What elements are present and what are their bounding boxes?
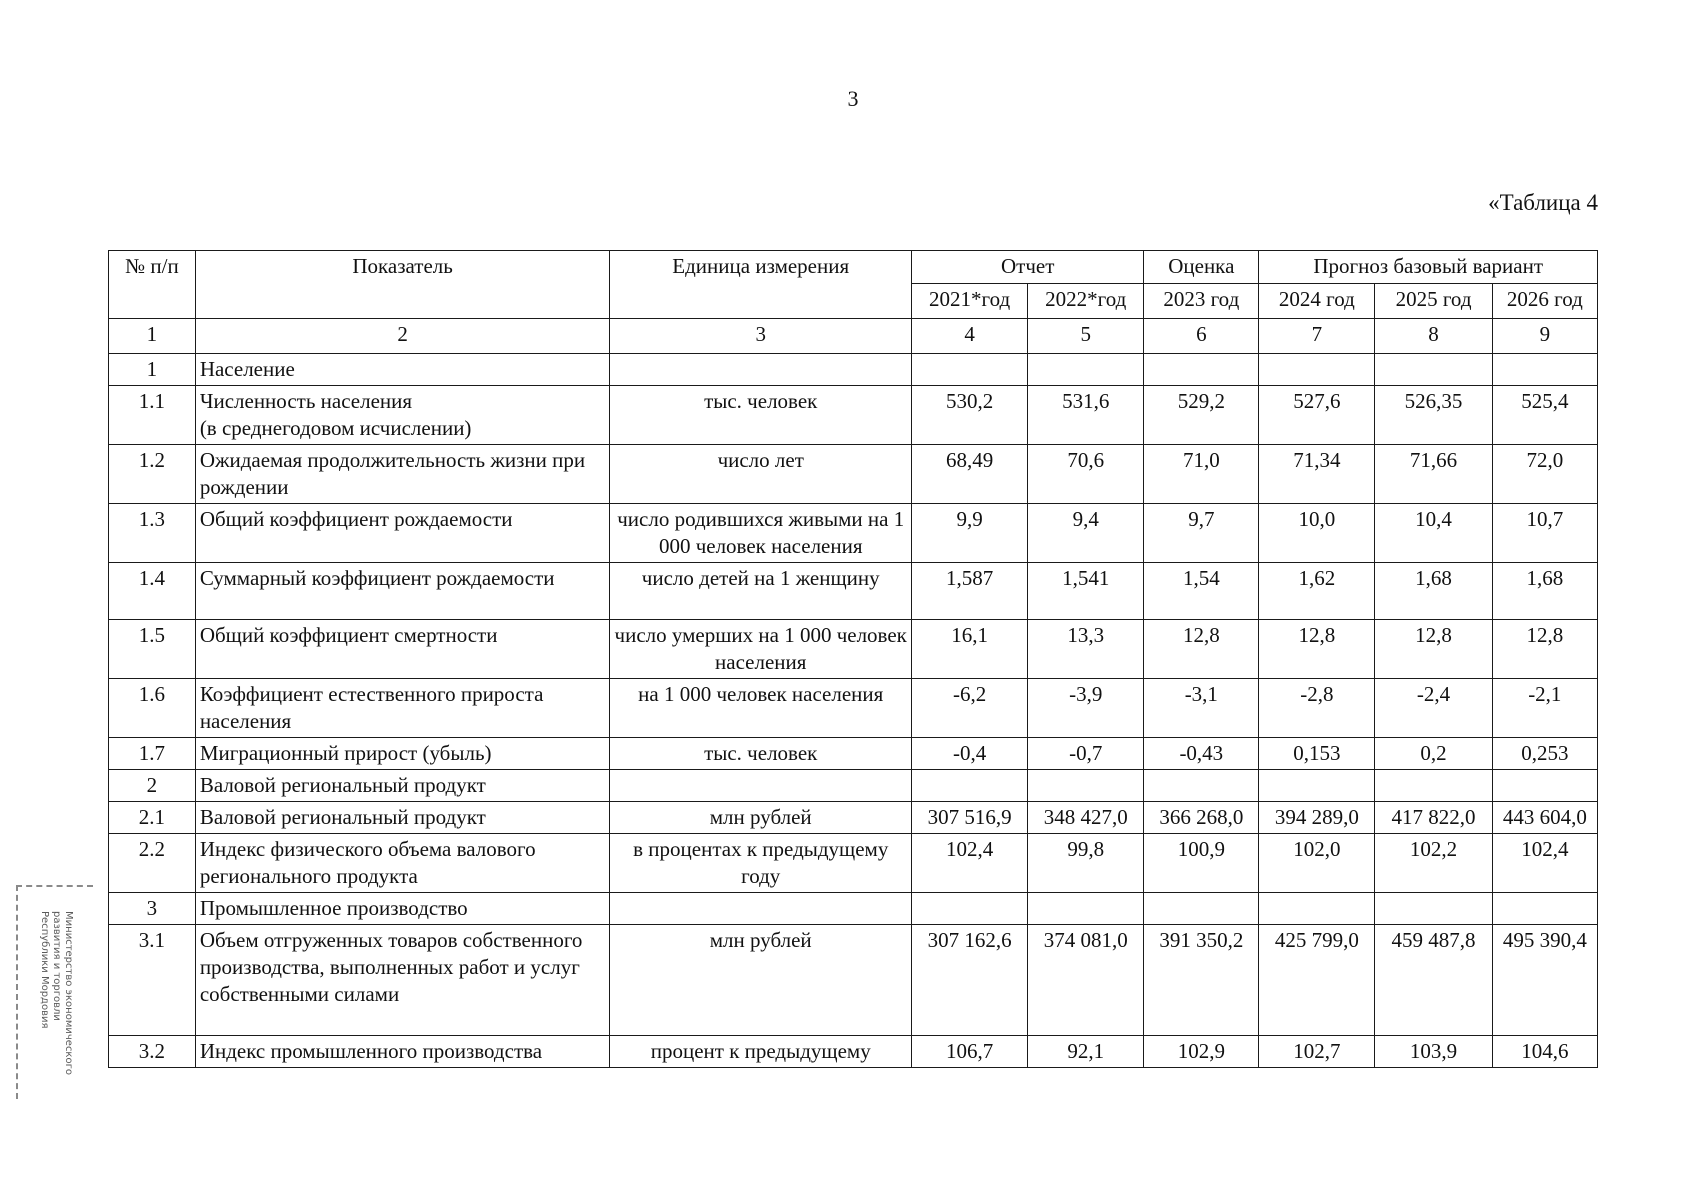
row-value (912, 893, 1028, 925)
row-value: 495 390,4 (1492, 925, 1597, 1036)
row-indicator: Ожидаемая продолжительность жизни при рождении (195, 445, 610, 504)
column-number: 5 (1028, 319, 1144, 354)
row-indicator: Население (195, 354, 610, 386)
page-number: 3 (847, 86, 859, 111)
row-number: 1.5 (109, 620, 196, 679)
row-indicator: Индекс физического объема валового регионального продукта (195, 834, 610, 893)
row-value: 12,8 (1259, 620, 1375, 679)
row-unit: млн рублей (610, 802, 912, 834)
row-unit: число детей на 1 женщину (610, 563, 912, 620)
row-value (1492, 770, 1597, 802)
row-value: 100,9 (1144, 834, 1259, 893)
row-value: 459 487,8 (1375, 925, 1492, 1036)
row-number: 3.1 (109, 925, 196, 1036)
row-value (1259, 770, 1375, 802)
row-unit: тыс. человек (610, 738, 912, 770)
row-value: 1,541 (1028, 563, 1144, 620)
row-indicator: Коэффициент естественного прироста населения (195, 679, 610, 738)
row-value: 9,9 (912, 504, 1028, 563)
header-report: Отчет (912, 251, 1144, 284)
row-indicator: Объем отгруженных товаров собственного производства, выполненных работ и услуг собственными силами (195, 925, 610, 1036)
row-value: 106,7 (912, 1036, 1028, 1068)
row-value: 1,54 (1144, 563, 1259, 620)
row-value: 10,0 (1259, 504, 1375, 563)
row-value: -0,4 (912, 738, 1028, 770)
row-value: 16,1 (912, 620, 1028, 679)
row-value (1375, 770, 1492, 802)
row-unit: число умерших на 1 000 человек населения (610, 620, 912, 679)
header-indicator: Показатель (195, 251, 610, 319)
table-caption: «Таблица 4 (1488, 190, 1598, 215)
table-row (109, 893, 1598, 925)
row-value: -2,4 (1375, 679, 1492, 738)
row-value: 102,2 (1375, 834, 1492, 893)
row-value: 71,66 (1375, 445, 1492, 504)
row-value (1144, 770, 1259, 802)
row-value: 71,34 (1259, 445, 1375, 504)
row-value: 348 427,0 (1028, 802, 1144, 834)
row-unit: в процентах к предыдущему году (610, 834, 912, 893)
header-year: 2021*год (912, 284, 1028, 319)
row-unit (610, 893, 912, 925)
row-unit: число родившихся живыми на 1 000 человек населения (610, 504, 912, 563)
column-numbers-row (109, 319, 1598, 354)
column-number: 9 (1492, 319, 1597, 354)
row-number: 1.1 (109, 386, 196, 445)
row-value: -3,9 (1028, 679, 1144, 738)
column-number: 1 (109, 319, 196, 354)
row-value: 525,4 (1492, 386, 1597, 445)
ministry-stamp (16, 885, 93, 1099)
row-value: 72,0 (1492, 445, 1597, 504)
row-value (1375, 354, 1492, 386)
row-unit: число лет (610, 445, 912, 504)
row-value: -0,7 (1028, 738, 1144, 770)
column-number: 8 (1375, 319, 1492, 354)
row-value (1028, 770, 1144, 802)
row-value (1259, 893, 1375, 925)
table-row (109, 834, 1598, 893)
row-value: 12,8 (1144, 620, 1259, 679)
row-value (912, 770, 1028, 802)
row-value: 531,6 (1028, 386, 1144, 445)
row-value: 1,62 (1259, 563, 1375, 620)
row-value: 526,35 (1375, 386, 1492, 445)
row-indicator: Численность населения (в среднегодовом исчислении) (195, 386, 610, 445)
row-number: 1 (109, 354, 196, 386)
row-value: 12,8 (1375, 620, 1492, 679)
row-value: 425 799,0 (1259, 925, 1375, 1036)
column-number: 7 (1259, 319, 1375, 354)
row-value: 443 604,0 (1492, 802, 1597, 834)
row-value (1144, 354, 1259, 386)
table-row (109, 445, 1598, 504)
row-indicator: Индекс промышленного производства (195, 1036, 610, 1068)
row-indicator: Валовой региональный продукт (195, 802, 610, 834)
header-year: 2024 год (1259, 284, 1375, 319)
header-year: 2022*год (1028, 284, 1144, 319)
table-row (109, 925, 1598, 1036)
row-value (912, 354, 1028, 386)
row-value: 307 516,9 (912, 802, 1028, 834)
row-value: 394 289,0 (1259, 802, 1375, 834)
header-year: 2023 год (1144, 284, 1259, 319)
row-unit: процент к предыдущему (610, 1036, 912, 1068)
row-value: 0,153 (1259, 738, 1375, 770)
row-number: 1.6 (109, 679, 196, 738)
table-row (109, 354, 1598, 386)
stamp-text: Министерство экономического развития и торговли Республики Мордовия (38, 911, 74, 1075)
row-value: 529,2 (1144, 386, 1259, 445)
row-value: 530,2 (912, 386, 1028, 445)
row-value: -2,1 (1492, 679, 1597, 738)
row-value: 366 268,0 (1144, 802, 1259, 834)
row-value: 102,7 (1259, 1036, 1375, 1068)
row-number: 2 (109, 770, 196, 802)
row-number: 1.3 (109, 504, 196, 563)
row-value: 12,8 (1492, 620, 1597, 679)
indicators-table (108, 250, 1598, 1068)
row-unit (610, 354, 912, 386)
table-body (109, 354, 1598, 1068)
table-row (109, 679, 1598, 738)
header-estimate: Оценка (1144, 251, 1259, 284)
row-value: -0,43 (1144, 738, 1259, 770)
row-value: 0,253 (1492, 738, 1597, 770)
row-value: -6,2 (912, 679, 1028, 738)
row-number: 1.7 (109, 738, 196, 770)
row-value: 71,0 (1144, 445, 1259, 504)
column-number: 2 (195, 319, 610, 354)
row-unit: тыс. человек (610, 386, 912, 445)
column-number: 6 (1144, 319, 1259, 354)
row-number: 3.2 (109, 1036, 196, 1068)
row-value: 1,587 (912, 563, 1028, 620)
table-row (109, 504, 1598, 563)
row-indicator: Валовой региональный продукт (195, 770, 610, 802)
row-value (1259, 354, 1375, 386)
row-indicator: Промышленное производство (195, 893, 610, 925)
row-number: 2.1 (109, 802, 196, 834)
row-value (1492, 354, 1597, 386)
header-num: № п/п (109, 251, 196, 319)
row-value: -3,1 (1144, 679, 1259, 738)
table-row (109, 802, 1598, 834)
row-value: 102,9 (1144, 1036, 1259, 1068)
row-value: 102,4 (1492, 834, 1597, 893)
table-row (109, 770, 1598, 802)
row-unit: на 1 000 человек населения (610, 679, 912, 738)
row-value: 10,4 (1375, 504, 1492, 563)
table-row (109, 620, 1598, 679)
row-value (1375, 893, 1492, 925)
row-number: 1.4 (109, 563, 196, 620)
row-value: 1,68 (1375, 563, 1492, 620)
row-value: 102,4 (912, 834, 1028, 893)
row-value: 307 162,6 (912, 925, 1028, 1036)
row-value: 527,6 (1259, 386, 1375, 445)
column-number: 3 (610, 319, 912, 354)
header-year: 2026 год (1492, 284, 1597, 319)
row-value: 70,6 (1028, 445, 1144, 504)
header-unit: Единица измерения (610, 251, 912, 319)
row-value: 99,8 (1028, 834, 1144, 893)
row-indicator: Суммарный коэффициент рождаемости (195, 563, 610, 620)
row-value (1028, 893, 1144, 925)
row-number: 1.2 (109, 445, 196, 504)
row-indicator: Общий коэффициент смертности (195, 620, 610, 679)
header-row-top (109, 251, 1598, 284)
row-value: 9,4 (1028, 504, 1144, 563)
row-value: 9,7 (1144, 504, 1259, 563)
table-row (109, 563, 1598, 620)
row-value: 374 081,0 (1028, 925, 1144, 1036)
row-number: 2.2 (109, 834, 196, 893)
row-value (1144, 893, 1259, 925)
table-row (109, 1036, 1598, 1068)
row-value: 104,6 (1492, 1036, 1597, 1068)
row-value: 13,3 (1028, 620, 1144, 679)
header-forecast: Прогноз базовый вариант (1259, 251, 1598, 284)
row-value: 10,7 (1492, 504, 1597, 563)
row-number: 3 (109, 893, 196, 925)
row-value: 102,0 (1259, 834, 1375, 893)
row-value: 92,1 (1028, 1036, 1144, 1068)
row-indicator: Общий коэффициент рождаемости (195, 504, 610, 563)
header-year: 2025 год (1375, 284, 1492, 319)
row-value: -2,8 (1259, 679, 1375, 738)
row-value: 68,49 (912, 445, 1028, 504)
row-value (1492, 893, 1597, 925)
table-row (109, 386, 1598, 445)
row-value: 391 350,2 (1144, 925, 1259, 1036)
table-row (109, 738, 1598, 770)
column-number: 4 (912, 319, 1028, 354)
row-value: 417 822,0 (1375, 802, 1492, 834)
row-unit (610, 770, 912, 802)
row-value: 103,9 (1375, 1036, 1492, 1068)
row-value: 0,2 (1375, 738, 1492, 770)
row-value (1028, 354, 1144, 386)
row-value: 1,68 (1492, 563, 1597, 620)
row-indicator: Миграционный прирост (убыль) (195, 738, 610, 770)
row-unit: млн рублей (610, 925, 912, 1036)
